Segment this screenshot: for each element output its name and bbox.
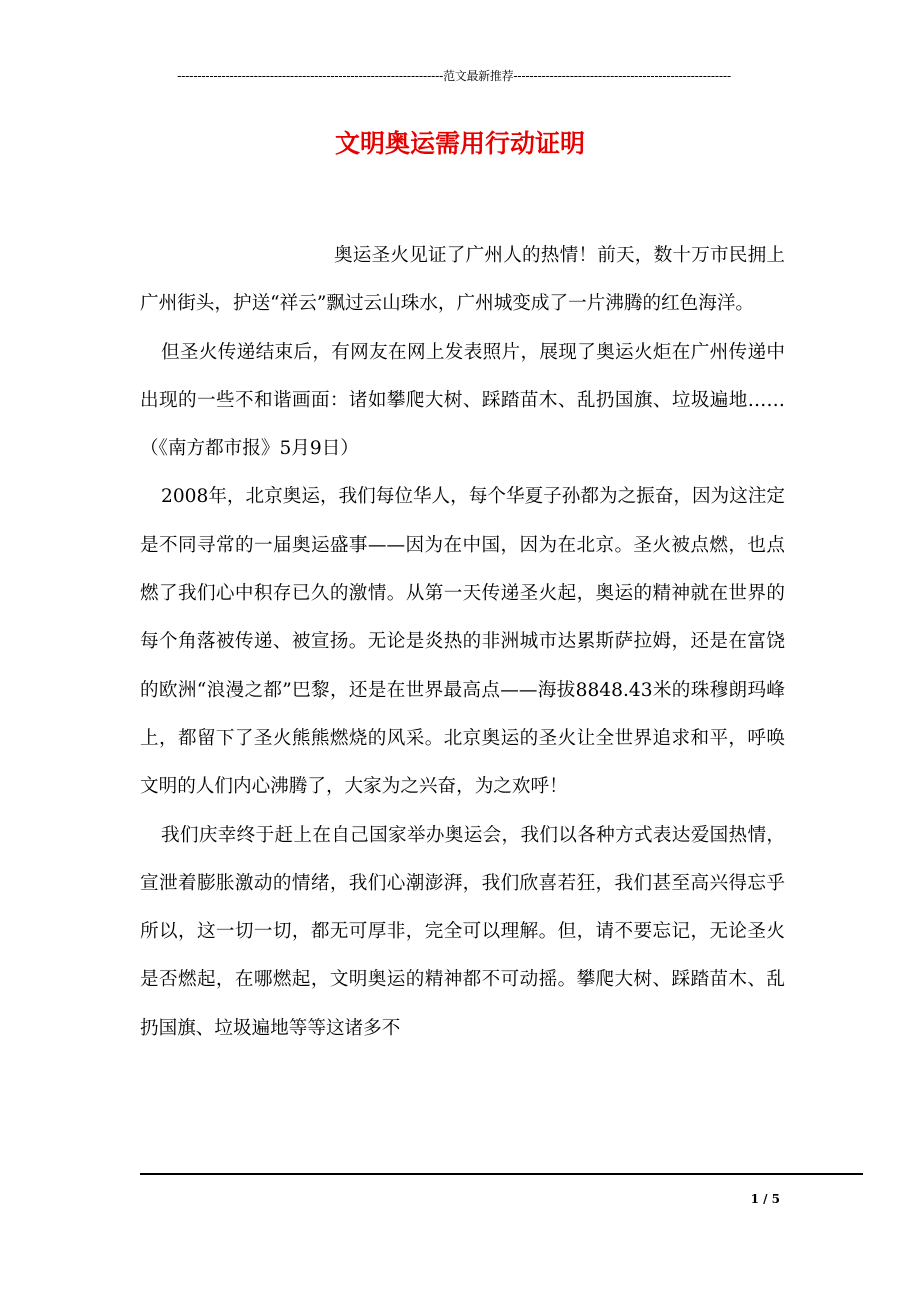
- page-header: ------------------------------------------------------------------范文最新推荐------------------------------------------------------: [177, 69, 731, 83]
- page-number: 1 / 5: [750, 1192, 780, 1206]
- paragraph-4: 我们庆幸终于赶上在自己国家举办奥运会，我们以各种方式表达爱国热情，宣泄着膨胀激动的情绪，我们心潮澎湃，我们欣喜若狂，我们甚至高兴得忘乎所以，这一切一切，都无可厚非，完全可以理解。但，请不要忘记，无论圣火是否燃起，在哪燃起，文明奥运的精神都不可动摇。攀爬大树、踩踏苗木、乱扔国旗、垃圾遍地等等这诸多不: [140, 824, 785, 1039]
- paragraph-1: 奥运圣火见证了广州人的热情！前天，数十万市民拥上广州街头，护送“祥云”飘过云山珠水，广州城变成了一片沸腾的红色海洋。: [140, 245, 785, 315]
- paragraph-2: 但圣火传递结束后，有网友在网上发表照片，展现了奥运火炬在广州传递中出现的一些不和谐画面：诸如攀爬大树、踩踏苗木、乱扔国旗、垃圾遍地……（《南方都市报》5月9日）: [140, 341, 785, 460]
- footer-divider: [140, 1173, 863, 1175]
- document-title: 文明奥运需用行动证明: [334, 129, 585, 158]
- paragraph-3: 2008年，北京奥运，我们每位华人，每个华夏子孙都为之振奋，因为这注定是不同寻常的一届奥运盛事——因为在中国，因为在北京。圣火被点燃，也点燃了我们心中积存已久的激情。从第一天传递圣火起，奥运的精神就在世界的每个角落被传递、被宣扬。无论是炎热的非洲城市达累斯萨拉姆，还是在富饶的欧洲“浪漫之都”巴黎，还是在世界最高点——海拔8848.43米的珠穆朗玛峰上，都留下了圣火熊熊燃烧的风采。北京奥运的圣火让全世界追求和平，呼唤文明的人们内心沸腾了，大家为之兴奋，为之欢呼！: [140, 486, 785, 798]
- document-body: [140, 232, 785, 1053]
